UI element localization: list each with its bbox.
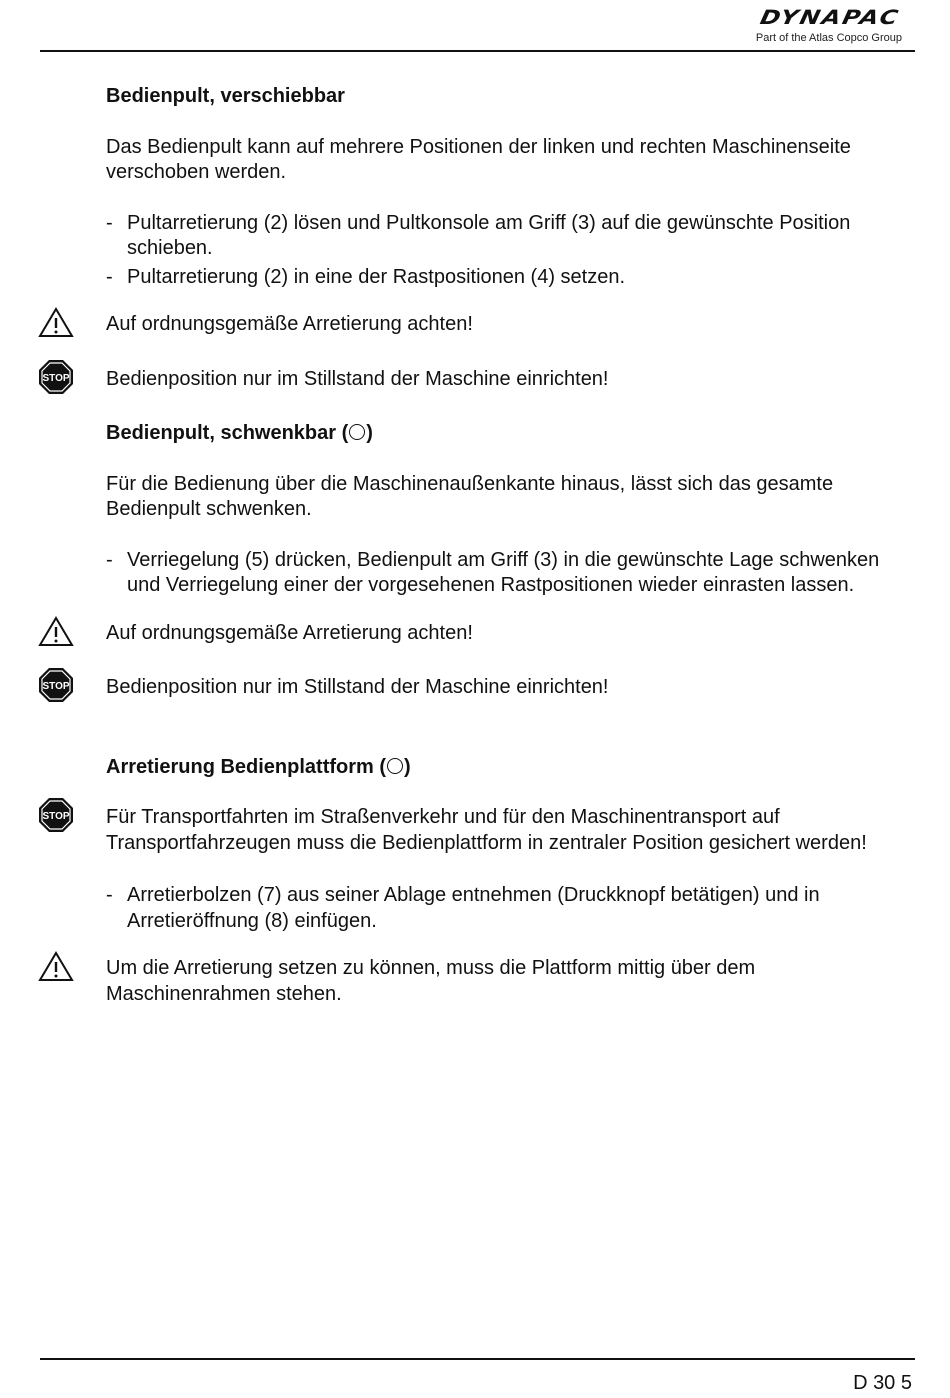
list-item — [106, 883, 914, 934]
heading-text: Bedienpult, schwenkbar ( — [106, 422, 349, 444]
warning-text: Auf ordnungsgemäße Arretierung achten! — [106, 313, 473, 335]
warning-text: Auf ordnungsgemäße Arretierung achten! — [106, 621, 473, 644]
list-item-text: Pultarretierung (2) in eine der Rastpositionen (4) setzen. — [127, 265, 626, 288]
list-item — [106, 548, 914, 599]
section-intro: Das Bedienpult kann auf mehrere Positionen der linken und rechten Maschinenseite verschoben werden. — [106, 135, 851, 183]
bullet-dash: - — [106, 884, 113, 906]
footer-rule — [40, 1358, 915, 1360]
stop-icon-label: STOP — [42, 681, 70, 692]
optional-equipment-circle-icon — [387, 758, 403, 774]
list-item-text: Pultarretierung (2) lösen und Pultkonsole am Griff (3) auf die gewünschte Position schieben. — [127, 211, 851, 259]
stop-note — [42, 367, 914, 393]
document-body — [42, 84, 914, 1007]
stop-icon-label: STOP — [42, 811, 70, 822]
stop-text: Für Transportfahrten im Straßenverkehr und für den Maschinentransport auf Transportfahrzeugen muss die Bedienplattform in zentraler Position gesichert werden! — [106, 806, 867, 854]
list-item — [106, 211, 914, 262]
bullet-dash: - — [106, 265, 113, 288]
warning-note — [106, 312, 914, 338]
section-heading-arretierung-bedienplattform — [106, 755, 914, 781]
dynapac-logo: DYNAPAC — [758, 6, 902, 29]
page-number: D 30 5 — [853, 1372, 912, 1394]
heading-suffix: ) — [404, 755, 411, 778]
stop-note — [42, 675, 914, 701]
heading-text: Arretierung Bedienplattform ( — [106, 755, 387, 778]
logo-tagline: Part of the Atlas Copco Group — [755, 32, 902, 44]
warning-triangle-icon — [38, 950, 74, 982]
stop-note — [42, 805, 914, 856]
stop-text: Bedienposition nur im Stillstand der Maschine einrichten! — [106, 676, 609, 698]
stop-sign-icon — [38, 667, 74, 703]
warning-note — [106, 956, 914, 1007]
section-intro: Für die Bedienung über die Maschinenaußenkante hinaus, lässt sich das gesamte Bedienpult schwenken. — [106, 472, 834, 520]
list-item-text: Verriegelung (5) drücken, Bedienpult am Griff (3) in die gewünschte Lage schwenken und Verriegelung einer der vorgesehenen Rastpositionen wieder einrasten lassen. — [127, 548, 880, 596]
optional-equipment-circle-icon — [349, 424, 365, 440]
stop-sign-icon — [38, 797, 74, 833]
bullet-dash: - — [106, 548, 113, 571]
stop-icon-label: STOP — [42, 372, 70, 384]
list-item — [106, 265, 914, 291]
section-heading-verschiebbar: Bedienpult, verschiebbar — [106, 85, 345, 107]
warning-triangle-icon — [38, 615, 74, 647]
list-item-text: Arretierbolzen (7) aus seiner Ablage entnehmen (Druckknopf betätigen) und in Arretieröffnung (8) einfügen. — [127, 884, 820, 932]
bullet-dash: - — [106, 211, 113, 234]
stop-text: Bedienposition nur im Stillstand der Maschine einrichten! — [106, 367, 609, 390]
section-heading-schwenkbar — [106, 421, 914, 447]
stop-sign-icon — [38, 359, 74, 395]
heading-suffix: ) — [366, 422, 373, 444]
warning-note — [106, 621, 914, 647]
warning-text: Um die Arretierung setzen zu können, muss die Plattform mittig über dem Maschinenrahmen stehen. — [106, 957, 756, 1005]
header-rule — [40, 50, 915, 52]
warning-triangle-icon — [38, 306, 74, 338]
